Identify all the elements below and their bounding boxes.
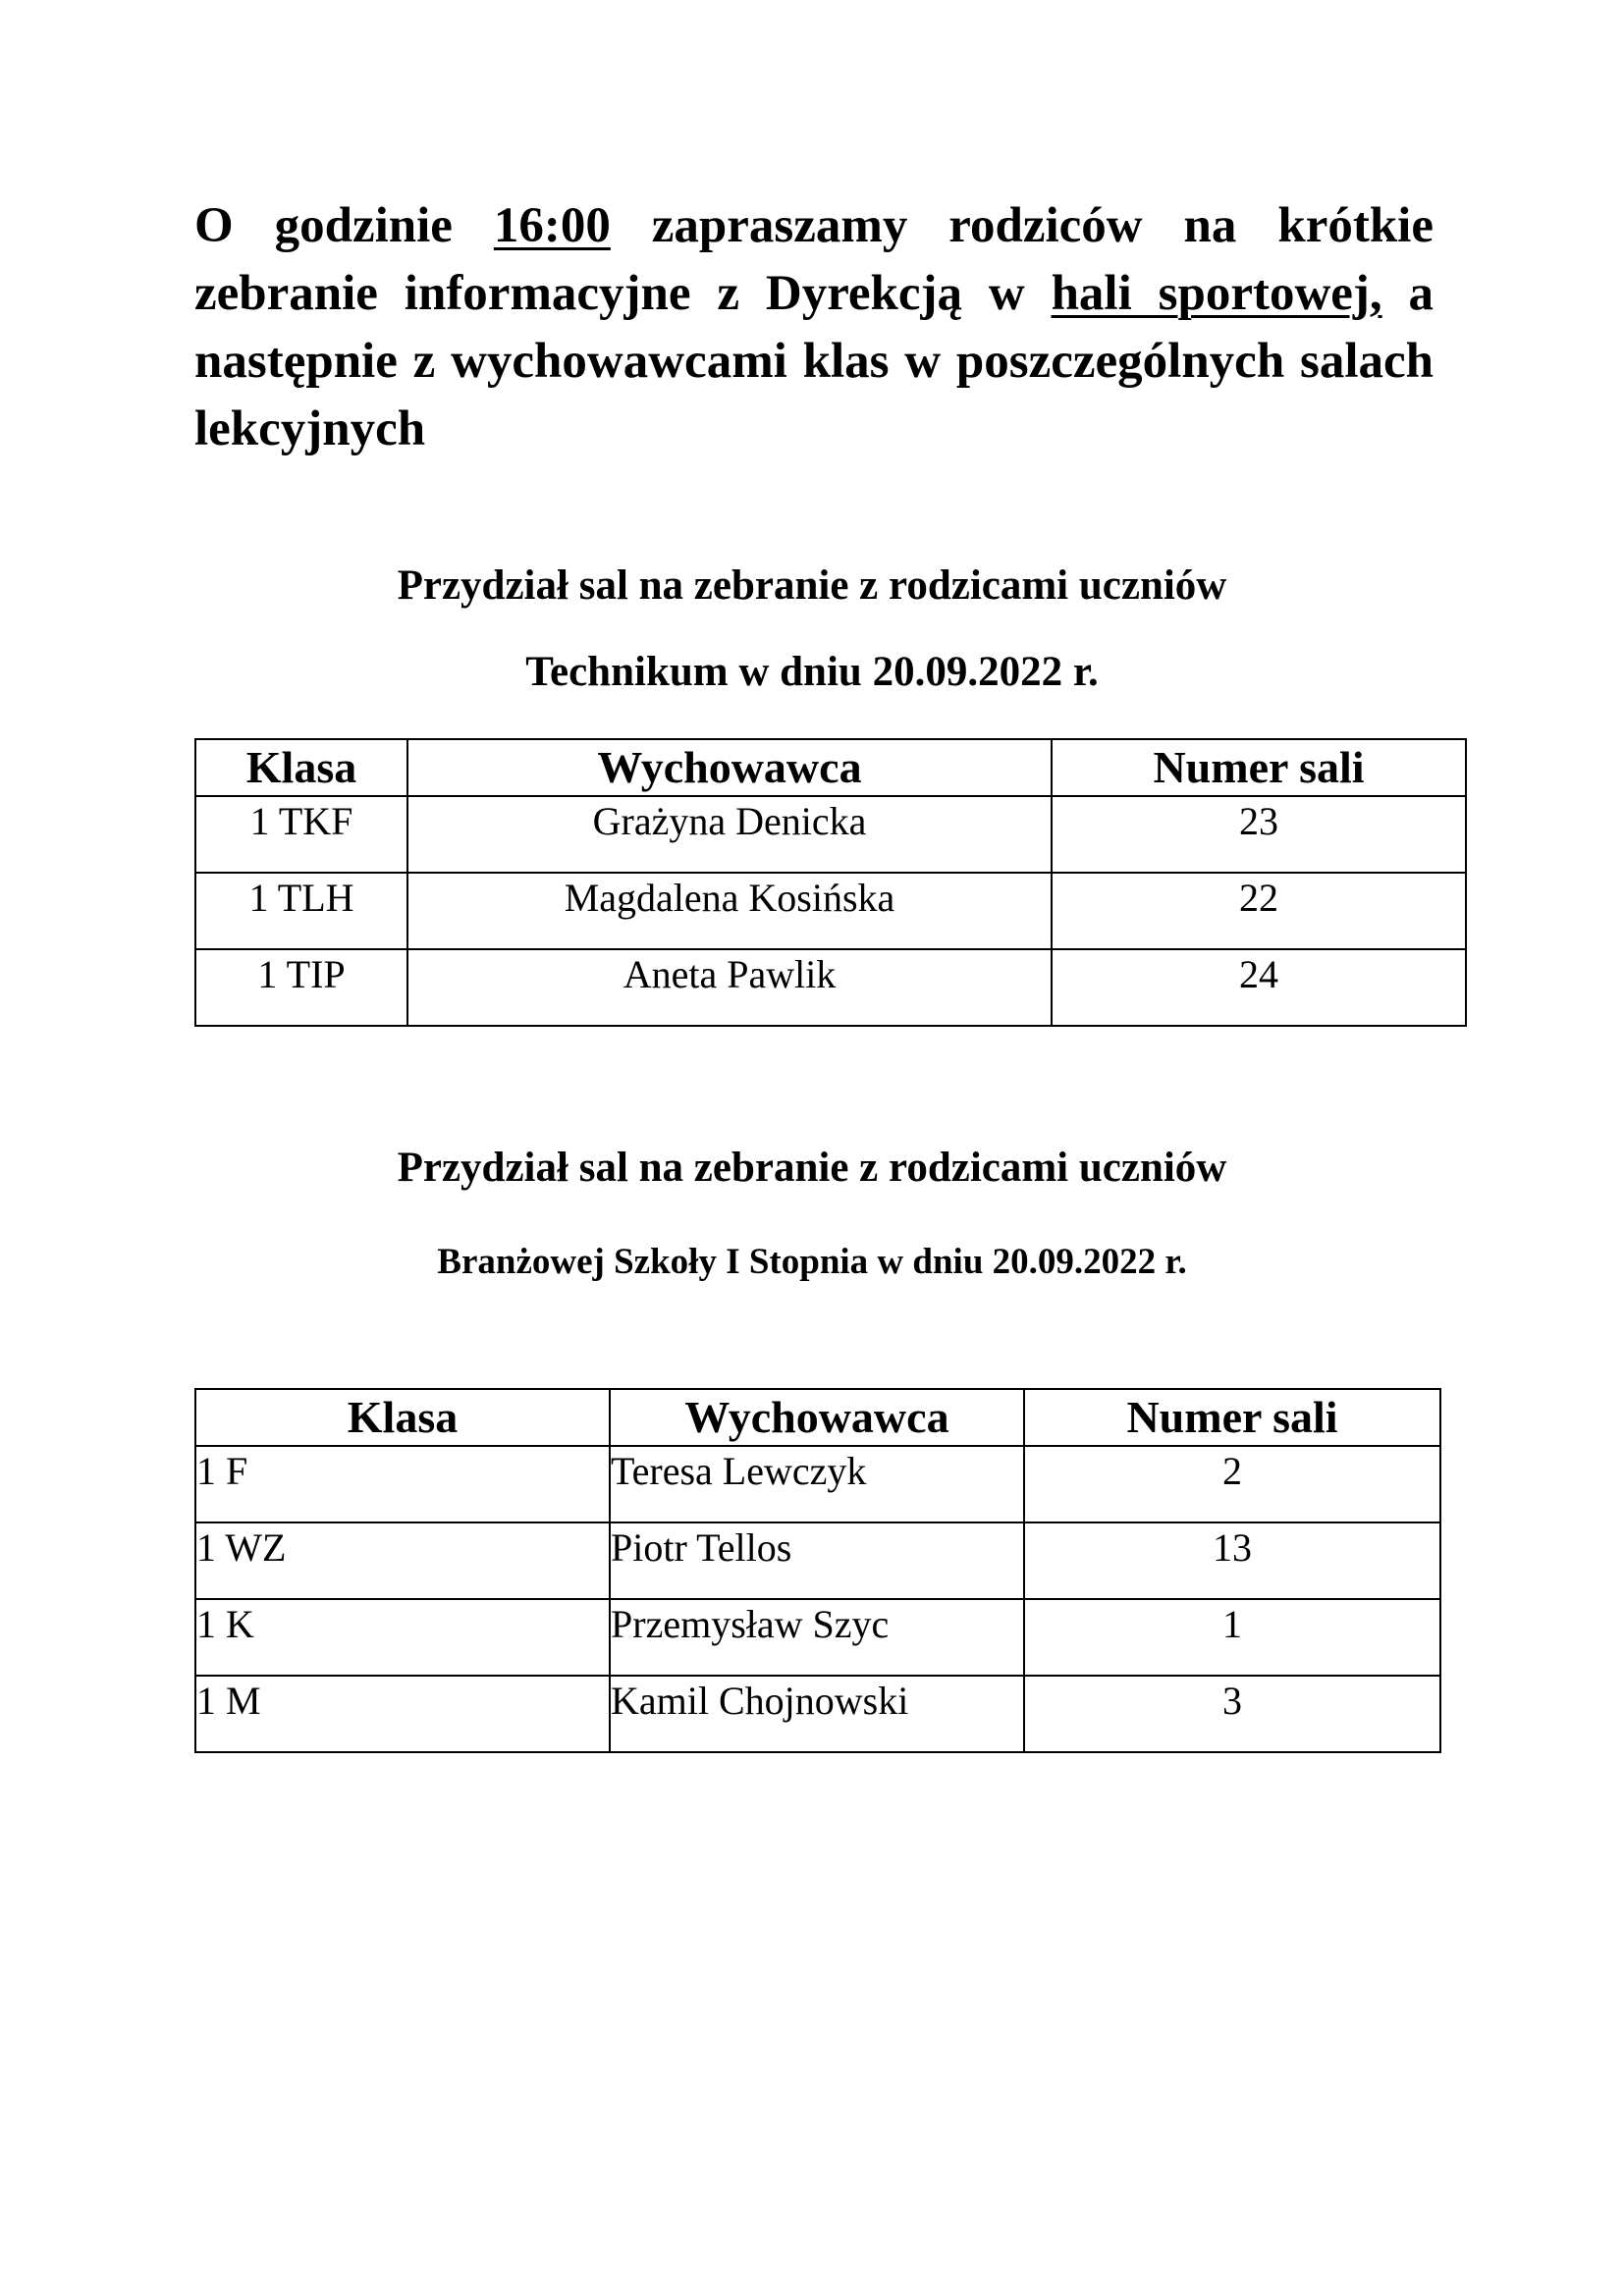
room-cell: 23 [1052, 796, 1466, 873]
class-cell: 1 K [195, 1599, 610, 1676]
room-cell: 1 [1024, 1599, 1440, 1676]
class-cell: 1 WZ [195, 1522, 610, 1599]
teacher-cell: Przemysław Szyc [610, 1599, 1024, 1676]
class-cell: 1 TIP [195, 949, 407, 1026]
class-cell: 1 M [195, 1676, 610, 1752]
teacher-cell: Aneta Pawlik [407, 949, 1052, 1026]
class-cell: 1 F [195, 1446, 610, 1522]
teacher-cell: Teresa Lewczyk [610, 1446, 1024, 1522]
table-row [195, 796, 1466, 873]
table-row [195, 1522, 1440, 1599]
meeting-time: 16:00 [493, 198, 611, 253]
branzowa-table [194, 1388, 1441, 1753]
teacher-cell: Kamil Chojnowski [610, 1676, 1024, 1752]
meeting-place: hali sportowej, [1051, 266, 1382, 321]
section2-title-line2: Branżowej Szkoły I Stopnia w dniu 20.09.2022 r. [437, 1242, 1187, 1282]
table-header-row [195, 739, 1466, 796]
intro-text-1: O godzinie [194, 198, 494, 253]
room-cell: 3 [1024, 1676, 1440, 1752]
room-cell: 22 [1052, 873, 1466, 949]
room-cell: 13 [1024, 1522, 1440, 1599]
section2-title-line1: Przydział sal na zebranie z rodzicami uczniów [397, 1145, 1227, 1191]
header-klasa: Klasa [195, 739, 407, 796]
table-row [195, 873, 1466, 949]
table-header-row [195, 1389, 1440, 1446]
header-numer-sali: Numer sali [1024, 1389, 1440, 1446]
teacher-cell: Grażyna Denicka [407, 796, 1052, 873]
technikum-table [194, 738, 1467, 1027]
header-klasa: Klasa [195, 1389, 610, 1446]
intro-text-2: zapraszamy rodziców na krótkie zebranie informacyjne z Dyrekcją w [194, 198, 1434, 321]
table-row [195, 1676, 1440, 1752]
table-row [195, 949, 1466, 1026]
class-cell: 1 TLH [195, 873, 407, 949]
intro-paragraph [194, 192, 1434, 463]
table-row [195, 1446, 1440, 1522]
room-cell: 24 [1052, 949, 1466, 1026]
teacher-cell: Piotr Tellos [610, 1522, 1024, 1599]
header-wychowawca: Wychowawca [407, 739, 1052, 796]
teacher-cell: Magdalena Kosińska [407, 873, 1052, 949]
section1-title-line1: Przydział sal na zebranie z rodzicami uczniów [397, 562, 1227, 609]
intro-text-3: a następnie z wychowawcami klas w poszczególnych salach lekcyjnych [194, 266, 1435, 456]
room-cell: 2 [1024, 1446, 1440, 1522]
header-numer-sali: Numer sali [1052, 739, 1466, 796]
class-cell: 1 TKF [195, 796, 407, 873]
section1-title-line2: Technikum w dniu 20.09.2022 r. [525, 649, 1099, 695]
header-wychowawca: Wychowawca [610, 1389, 1024, 1446]
table-row [195, 1599, 1440, 1676]
